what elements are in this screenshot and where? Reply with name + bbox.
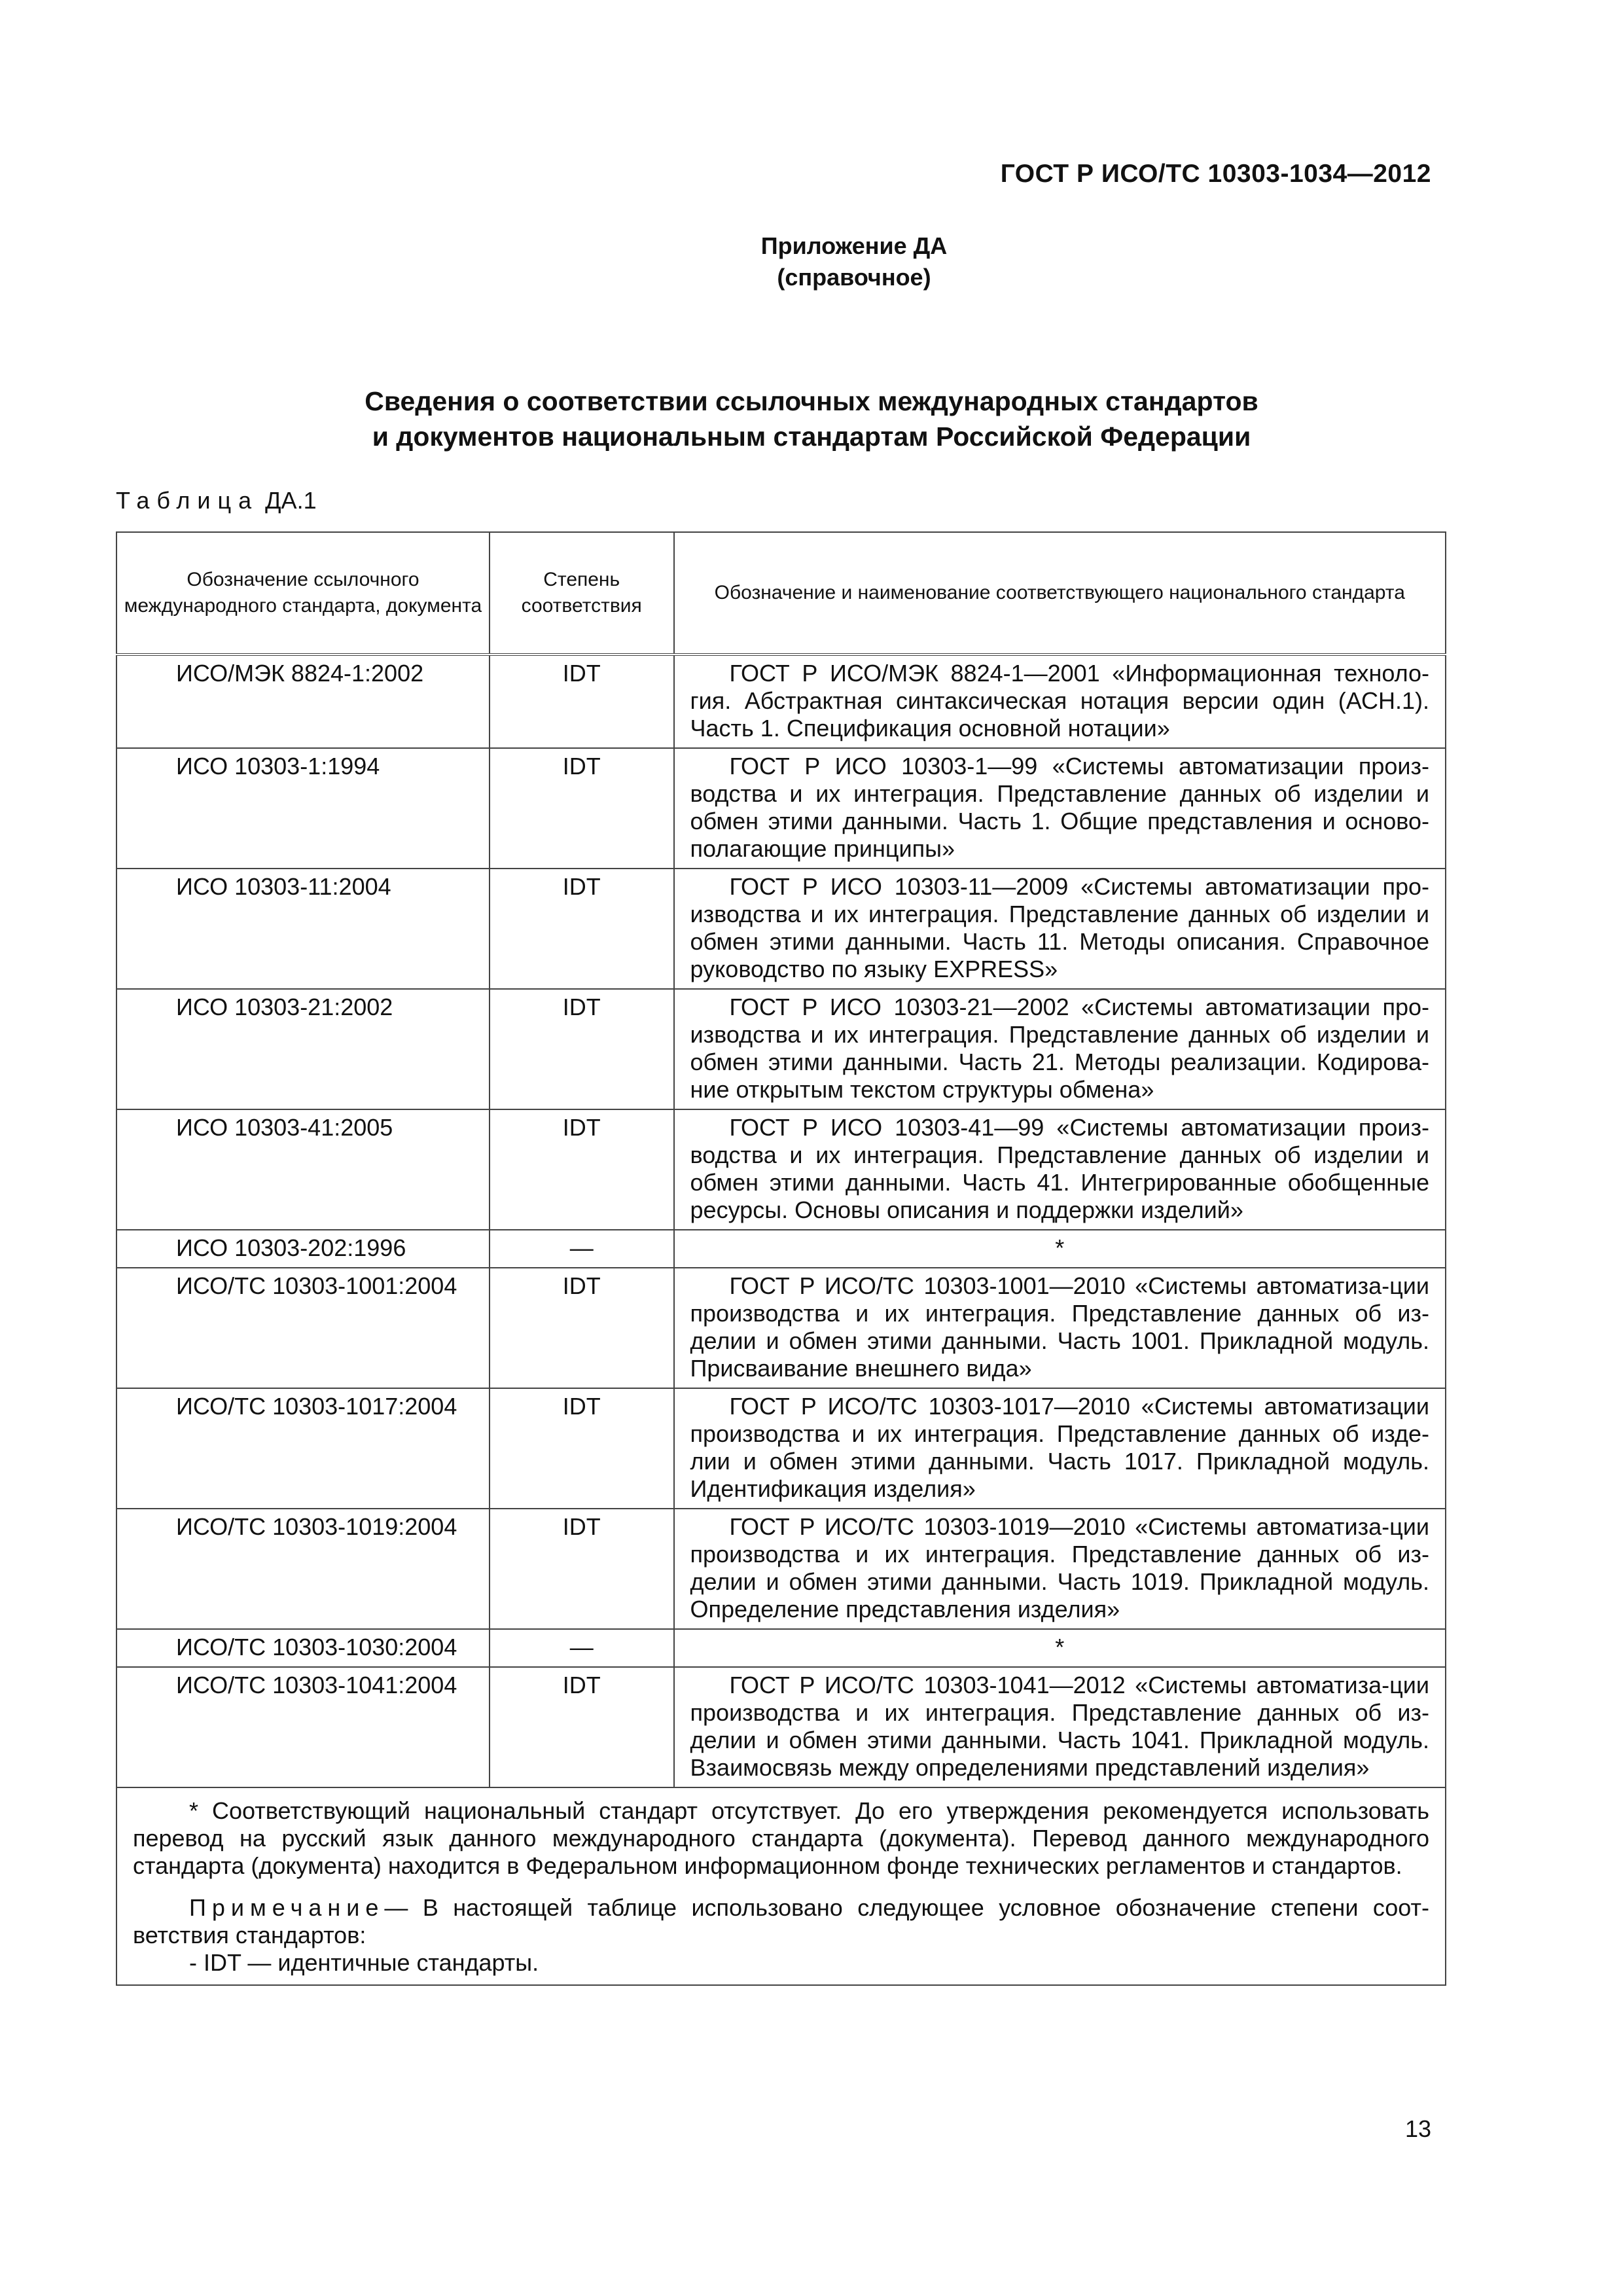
national-standard-text: *	[1055, 1234, 1065, 1261]
cell-international-standard: ИСО/ТС 10303-1019:2004	[116, 1509, 490, 1629]
cell-international-standard: ИСО 10303-11:2004	[116, 869, 490, 989]
national-standard-text: *	[1055, 1634, 1065, 1660]
annex-title: Приложение ДА	[760, 232, 948, 259]
cell-international-standard: ИСО 10303-41:2005	[116, 1109, 490, 1230]
cell-degree: IDT	[490, 989, 674, 1109]
cell-degree: IDT	[490, 1388, 674, 1509]
note-item: - IDT — идентичные стандарты.	[189, 1949, 539, 1976]
section-title	[0, 384, 1623, 454]
note-label: Примечание	[189, 1894, 385, 1921]
header-degree: Степень соответствия	[490, 532, 674, 655]
cell-national-standard	[674, 1509, 1446, 1629]
cell-degree: IDT	[490, 869, 674, 989]
table-row	[116, 655, 1446, 748]
cell-international-standard: ИСО/ТС 10303-1041:2004	[116, 1667, 490, 1787]
cell-international-standard: ИСО/ТС 10303-1017:2004	[116, 1388, 490, 1509]
section-title-line-2: и документов национальным стандартам Российской Федерации	[372, 422, 1251, 452]
table-footer-row	[116, 1787, 1446, 1985]
note-text: — В настоящей таблице использовано следующее условное обозначение степени соот-ветствия стандартов:	[133, 1894, 1429, 1948]
cell-national-standard	[674, 748, 1446, 869]
section-title-line-1: Сведения о соответствии ссылочных международных стандартов	[365, 386, 1258, 416]
annex-type: (справочное)	[777, 264, 931, 291]
cell-national-standard	[674, 1388, 1446, 1509]
national-standard-text: ГОСТ Р ИСО 10303-11—2009 «Системы автоматизации про-изводства и их интеграция. Представление данных об изделии и обмен этими данными. Часть 11. Методы описания. Справочное руководство по языку EXPRESS»	[690, 873, 1429, 982]
correspondence-table	[116, 531, 1446, 1986]
cell-national-standard	[674, 989, 1446, 1109]
table-row	[116, 1230, 1446, 1268]
footnote-text: * Соответствующий национальный стандарт отсутствует. До его утверждения рекомендуется использовать перевод на русский язык данного международного стандарта (документа). Перевод данного международного стандарта (документа) находится в Федеральном информационном фонде технических регламентов и стандартов.	[133, 1797, 1429, 1879]
table-row	[116, 1667, 1446, 1787]
table-caption-number: ДА.1	[265, 487, 317, 514]
cell-degree: —	[490, 1629, 674, 1667]
cell-degree: IDT	[490, 655, 674, 748]
table-footer	[116, 1787, 1446, 1985]
table-caption-label: Таблица	[116, 487, 259, 514]
cell-national-standard	[674, 1268, 1446, 1388]
cell-degree: IDT	[490, 748, 674, 869]
national-standard-text: ГОСТ Р ИСО 10303-21—2002 «Системы автоматизации про-изводства и их интеграция. Представление данных об изделии и обмен этими данными. Часть 21. Методы реализации. Кодирова-ние открытым текстом структуры обмена»	[690, 994, 1429, 1103]
cell-national-standard	[674, 1629, 1446, 1667]
cell-degree: IDT	[490, 1268, 674, 1388]
cell-national-standard	[674, 1667, 1446, 1787]
table-row	[116, 1109, 1446, 1230]
table-row	[116, 748, 1446, 869]
cell-degree: IDT	[490, 1509, 674, 1629]
cell-national-standard	[674, 1230, 1446, 1268]
cell-international-standard: ИСО/ТС 10303-1001:2004	[116, 1268, 490, 1388]
table-row	[116, 869, 1446, 989]
cell-degree: IDT	[490, 1109, 674, 1230]
table-row	[116, 1629, 1446, 1667]
header-national-standard: Обозначение и наименование соответствующего национального стандарта	[674, 532, 1446, 655]
national-standard-text: ГОСТ Р ИСО/ТС 10303-1019—2010 «Системы автоматиза-ции производства и их интеграция. Представление данных об из-делии и обмен этими данными. Часть 1019. Прикладной модуль. Определение представления изделия»	[690, 1513, 1429, 1623]
table-row	[116, 989, 1446, 1109]
table-row	[116, 1388, 1446, 1509]
annex-heading	[0, 230, 1623, 293]
national-standard-text: ГОСТ Р ИСО/МЭК 8824-1—2001 «Информационная техноло-гия. Абстрактная синтаксическая нотация версии один (АСН.1). Часть 1. Спецификация основной нотации»	[690, 660, 1429, 742]
cell-international-standard: ИСО 10303-21:2002	[116, 989, 490, 1109]
cell-international-standard: ИСО/МЭК 8824-1:2002	[116, 655, 490, 748]
cell-degree: IDT	[490, 1667, 674, 1787]
cell-international-standard: ИСО/ТС 10303-1030:2004	[116, 1629, 490, 1667]
header-international-standard: Обозначение ссылочного международного стандарта, документа	[116, 532, 490, 655]
national-standard-text: ГОСТ Р ИСО/ТС 10303-1041—2012 «Системы автоматиза-ции производства и их интеграция. Представление данных об из-делии и обмен этими данными. Часть 1041. Прикладной модуль. Взаимосвязь между определениями представлений изделия»	[690, 1672, 1429, 1781]
national-standard-text: ГОСТ Р ИСО 10303-41—99 «Системы автоматизации произ-водства и их интеграция. Представление данных об изделии и обмен этими данными. Часть 41. Интегрированные обобщенные ресурсы. Основы описания и поддержки изделий»	[690, 1114, 1429, 1223]
document-code-header: ГОСТ Р ИСО/ТС 10303-1034—2012	[1000, 160, 1431, 188]
table-header-row	[116, 532, 1446, 655]
table-row	[116, 1509, 1446, 1629]
national-standard-text: ГОСТ Р ИСО 10303-1—99 «Системы автоматизации произ-водства и их интеграция. Представление данных об изделии и обмен этими данными. Часть 1. Общие представления и осново-полагающие принципы»	[690, 753, 1429, 862]
cell-national-standard	[674, 1109, 1446, 1230]
cell-national-standard	[674, 869, 1446, 989]
page-number: 13	[1404, 2115, 1431, 2142]
cell-degree: —	[490, 1230, 674, 1268]
national-standard-text: ГОСТ Р ИСО/ТС 10303-1017—2010 «Системы автоматизации производства и их интеграция. Представление данных об изде-лии и обмен этими данными. Часть 1017. Прикладной модуль. Идентификация изделия»	[690, 1393, 1429, 1502]
cell-national-standard	[674, 655, 1446, 748]
national-standard-text: ГОСТ Р ИСО/ТС 10303-1001—2010 «Системы автоматиза-ции производства и их интеграция. Представление данных об из-делии и обмен этими данными. Часть 1001. Прикладной модуль. Присваивание внешнего вида»	[690, 1272, 1429, 1382]
cell-international-standard: ИСО 10303-202:1996	[116, 1230, 490, 1268]
cell-international-standard: ИСО 10303-1:1994	[116, 748, 490, 869]
table-row	[116, 1268, 1446, 1388]
table-caption	[116, 487, 317, 514]
